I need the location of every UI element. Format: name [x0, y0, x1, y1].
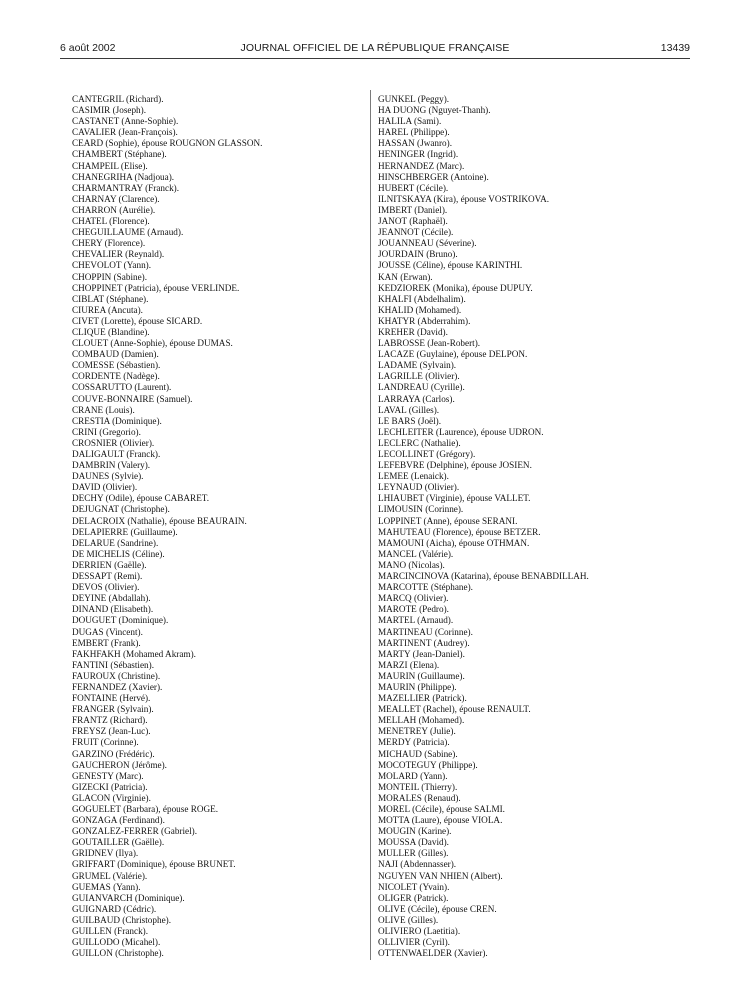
name-entry: DAVID (Olivier).: [72, 482, 138, 493]
name-entry: GRIFFART (Dominique), épouse BRUNET.: [72, 859, 236, 870]
name-entry: MARTINENT (Audrey).: [378, 637, 470, 648]
name-entry: CLIQUE (Blandine).: [72, 326, 150, 337]
page-header: [60, 40, 690, 56]
name-entry: CIVET (Lorette), épouse SICARD.: [72, 315, 203, 326]
name-entry: GRUMEL (Valérie).: [72, 870, 148, 881]
name-entry: DEJUGNAT (Christophe).: [72, 504, 170, 515]
name-entry: HERNANDEZ (Marc).: [378, 160, 465, 171]
name-entry: FRANGER (Sylvain).: [72, 704, 154, 715]
name-entry: KHATYR (Abderrahim).: [378, 315, 471, 326]
name-entry: CASTANET (Anne-Sophie).: [72, 116, 179, 127]
right-name-column: [378, 94, 589, 959]
name-entry: GUILLODO (Micahel).: [72, 937, 161, 948]
name-entry: MARCOTTE (Stéphane).: [378, 582, 473, 593]
name-entry: CHANEGRIHA (Nadjoua).: [72, 171, 175, 182]
name-entry: KAN (Erwan).: [378, 271, 433, 282]
name-entry: DECHY (Odile), épouse CABARET.: [72, 493, 210, 504]
name-entry: EMBERT (Frank).: [72, 637, 141, 648]
name-entry: GONZAGA (Ferdinand).: [72, 815, 165, 826]
name-entry: DINAND (Elisabeth).: [72, 604, 154, 615]
name-entry: JOUANNEAU (Séverine).: [378, 238, 477, 249]
name-entry: DELAPIERRE (Guillaume).: [72, 526, 178, 537]
name-entry: GUILBAUD (Christophe).: [72, 914, 172, 925]
header-journal-title: JOURNAL OFFICIEL DE LA RÉPUBLIQUE FRANÇAISE: [240, 42, 510, 54]
name-entry: CHARMANTRAY (Franck).: [72, 182, 180, 193]
name-entry: GONZALEZ-FERRER (Gabriel).: [72, 826, 198, 837]
name-entry: MOUSSA (David).: [378, 837, 449, 848]
name-entry: CHEGUILLAUME (Arnaud).: [72, 227, 184, 238]
name-entry: OLIVIERO (Laetitia).: [378, 926, 461, 937]
name-entry: DOUGUET (Dominique).: [72, 615, 169, 626]
name-entry: LHIAUBET (Virginie), épouse VALLET.: [378, 493, 531, 504]
name-entry: HENINGER (Ingrid).: [378, 149, 459, 160]
name-entry: MARTY (Jean-Daniel).: [378, 648, 465, 659]
name-entry: MANCEL (Valérie).: [378, 548, 454, 559]
name-entry: OLIVE (Cécile), épouse CREN.: [378, 903, 497, 914]
name-entry: JANOT (Raphaël).: [378, 216, 448, 227]
column-divider: [370, 90, 371, 960]
name-entry: LACAZE (Guylaine), épouse DELPON.: [378, 349, 528, 360]
name-entry: LECHLEITER (Laurence), épouse UDRON.: [378, 426, 544, 437]
name-entry: MANO (Nicolas).: [378, 559, 445, 570]
name-entry: DELARUE (Sandrine).: [72, 537, 159, 548]
name-entry: MOCOTEGUY (Philippe).: [378, 759, 478, 770]
name-entry: COSSARUTTO (Laurent).: [72, 382, 172, 393]
header-page-number: 13439: [660, 42, 690, 54]
name-entry: GUILLON (Christophe).: [72, 948, 164, 959]
name-entry: MEALLET (Rachel), épouse RENAULT.: [378, 704, 531, 715]
name-entry: FRANTZ (Richard).: [72, 715, 148, 726]
name-entry: CHEVOLOT (Yann).: [72, 260, 152, 271]
name-entry: NAJI (Abdennasser).: [378, 859, 457, 870]
name-entry: LIMOUSIN (Corinne).: [378, 504, 464, 515]
name-entry: LAGRILLE (Olivier).: [378, 371, 460, 382]
name-entry: DAUNES (Sylvie).: [72, 471, 144, 482]
header-rule: [60, 58, 690, 59]
name-entry: ILNITSKAYA (Kira), épouse VOSTRIKOVA.: [378, 193, 550, 204]
name-entry: CHAMPEIL (Elise).: [72, 160, 148, 171]
name-entry: MAURIN (Philippe).: [378, 681, 457, 692]
name-entry: NICOLET (Yvain).: [378, 881, 450, 892]
name-entry: CIUREA (Ancuta).: [72, 304, 143, 315]
name-entry: FAKHFAKH (Mohamed Akram).: [72, 648, 196, 659]
name-entry: KHALID (Mohamed).: [378, 304, 462, 315]
name-entry: LECLERC (Nathalie).: [378, 437, 461, 448]
name-entry: KREHER (David).: [378, 326, 448, 337]
name-entry: GIZECKI (Patricia).: [72, 781, 148, 792]
name-entry: HAREL (Philippe).: [378, 127, 450, 138]
name-entry: KHALFI (Abdelhalim).: [378, 293, 466, 304]
name-entry: HUBERT (Cécile).: [378, 182, 449, 193]
name-entry: MOUGIN (Karine).: [378, 826, 452, 837]
name-entry: JOUSSE (Céline), épouse KARINTHI.: [378, 260, 523, 271]
name-entry: GAUCHERON (Jérôme).: [72, 759, 167, 770]
name-entry: CORDENTE (Nadège).: [72, 371, 160, 382]
name-entry: IMBERT (Daniel).: [378, 204, 448, 215]
name-entry: GOGUELET (Barbara), épouse ROGE.: [72, 804, 219, 814]
name-entry: MARCINCINOVA (Katarina), épouse BENABDILLAH.: [378, 571, 589, 582]
name-entry: HA DUONG (Nguyet-Thanh).: [378, 105, 491, 116]
name-entry: LADAME (Sylvain).: [378, 360, 457, 371]
name-entry: MICHAUD (Sabine).: [378, 748, 458, 759]
name-entry: MELLAH (Mohamed).: [378, 715, 465, 726]
name-entry: JEANNOT (Cécile).: [378, 227, 454, 238]
name-entry: COMESSE (Sébastien).: [72, 360, 161, 371]
name-entry: DAMBRIN (Valery).: [72, 460, 151, 471]
name-entry: MAZELLIER (Patrick).: [378, 693, 467, 704]
name-entry: GUEMAS (Yann).: [72, 881, 141, 892]
name-entry: CHATEL (Florence).: [72, 216, 150, 227]
name-entry: CLOUET (Anne-Sophie), épouse DUMAS.: [72, 338, 233, 349]
name-entry: HALILA (Sami).: [378, 116, 442, 127]
name-entry: LANDREAU (Cyrille).: [378, 382, 465, 393]
name-entry: CAVALIER (Jean-François).: [72, 127, 178, 138]
name-entry: GARZINO (Frédéric).: [72, 748, 155, 759]
name-entry: COUVE-BONNAIRE (Samuel).: [72, 393, 193, 404]
name-entry: LOPPINET (Anne), épouse SERANI.: [378, 515, 518, 526]
name-entry: GOUTAILLER (Gaëlle).: [72, 837, 165, 848]
name-entry: GUNKEL (Peggy).: [378, 94, 450, 104]
name-entry: DESSAPT (Remi).: [72, 571, 143, 582]
name-entry: LECOLLINET (Grégory).: [378, 449, 476, 459]
name-entry: CASIMIR (Joseph).: [72, 105, 147, 116]
name-entry: OLIVE (Gilles).: [378, 914, 439, 925]
name-entry: OLIGER (Patrick).: [378, 892, 449, 903]
name-entry: CHOPPINET (Patricia), épouse VERLINDE.: [72, 282, 240, 293]
name-entry: CEARD (Sophie), épouse ROUGNON GLASSON.: [72, 138, 263, 149]
name-entry: LEFEBVRE (Delphine), épouse JOSIEN.: [378, 460, 532, 471]
name-entry: CIBLAT (Stéphane).: [72, 293, 149, 304]
name-entry: DALIGAULT (Franck).: [72, 449, 161, 459]
name-entry: MOREL (Cécile), épouse SALMI.: [378, 804, 505, 814]
name-entry: MAHUTEAU (Florence), épouse BETZER.: [378, 526, 541, 537]
name-entry: FAUROUX (Christine).: [72, 670, 161, 681]
name-entry: GUIGNARD (Cédric).: [72, 903, 157, 914]
name-entry: GRIDNEV (Ilya).: [72, 848, 139, 859]
name-entry: CHAMBERT (Stéphane).: [72, 149, 167, 160]
name-entry: DELACROIX (Nathalie), épouse BEAURAIN.: [72, 515, 247, 526]
name-entry: OLLIVIER (Cyril).: [378, 937, 450, 948]
name-entry: MOLARD (Yann).: [378, 770, 448, 781]
name-entry: GLACON (Virginie).: [72, 792, 151, 803]
name-entry: LARRAYA (Carlos).: [378, 393, 455, 404]
name-entry: FANTINI (Sébastien).: [72, 659, 154, 670]
name-entry: CHARNAY (Clarence).: [72, 193, 160, 204]
name-entry: JOURDAIN (Bruno).: [378, 249, 458, 260]
name-entry: COMBAUD (Damien).: [72, 349, 159, 360]
name-entry: GUILLEN (Franck).: [72, 926, 149, 937]
name-entry: HINSCHBERGER (Antoine).: [378, 171, 489, 182]
name-entry: CROSNIER (Olivier).: [72, 437, 155, 448]
name-entry: FRUIT (Corinne).: [72, 737, 139, 748]
name-entry: NGUYEN VAN NHIEN (Albert).: [378, 870, 503, 881]
name-entry: DERRIEN (Gaëlle).: [72, 559, 147, 570]
name-entry: LABROSSE (Jean-Robert).: [378, 338, 481, 349]
name-entry: MARTEL (Arnaud).: [378, 615, 454, 626]
name-entry: MARCQ (Olivier).: [378, 593, 449, 604]
name-entry: DEVOS (Olivier).: [72, 582, 140, 593]
name-entry: GENESTY (Marc).: [72, 770, 144, 781]
name-entry: CHEVALIER (Reynald).: [72, 249, 165, 260]
name-entry: OTTENWAELDER (Xavier).: [378, 948, 488, 959]
name-entry: MAURIN (Guillaume).: [378, 670, 465, 681]
name-entry: CHARRON (Aurélie).: [72, 204, 156, 215]
name-entry: CRANE (Louis).: [72, 404, 135, 415]
name-entry: MARZI (Elena).: [378, 659, 440, 670]
name-entry: HASSAN (Jwanro).: [378, 138, 453, 149]
name-entry: LEMEE (Lenaick).: [378, 471, 449, 482]
name-entry: MENETREY (Julie).: [378, 726, 456, 737]
name-entry: CHOPPIN (Sabine).: [72, 271, 148, 282]
name-entry: CANTEGRIL (Richard).: [72, 94, 164, 104]
left-name-column: [72, 94, 262, 959]
name-entry: MULLER (Gilles).: [378, 848, 449, 859]
name-entry: DUGAS (Vincent).: [72, 626, 143, 637]
name-entry: KEDZIOREK (Monika), épouse DUPUY.: [378, 282, 533, 293]
name-entry: GUIANVARCH (Dominique).: [72, 892, 185, 903]
name-entry: FREYSZ (Jean-Luc).: [72, 726, 151, 737]
name-entry: LAVAL (Gilles).: [378, 404, 440, 415]
name-entry: MARTINEAU (Corinne).: [378, 626, 473, 637]
name-entry: LE BARS (Joël).: [378, 415, 442, 426]
name-entry: MERDY (Patricia).: [378, 737, 450, 748]
header-date: 6 août 2002: [60, 42, 116, 54]
name-entry: MONTEIL (Thierry).: [378, 781, 458, 792]
name-entry: MOTTA (Laure), épouse VIOLA.: [378, 815, 503, 826]
name-entry: MORALES (Renaud).: [378, 792, 461, 803]
name-entry: FERNANDEZ (Xavier).: [72, 681, 163, 692]
name-entry: DEYINE (Abdallah).: [72, 593, 151, 604]
name-entry: CRINI (Gregorio).: [72, 426, 141, 437]
name-entry: LEYNAUD (Olivier).: [378, 482, 460, 493]
name-entry: MAROTE (Pedro).: [378, 604, 449, 615]
name-entry: FONTAINE (Hervé).: [72, 693, 151, 704]
name-entry: DE MICHELIS (Céline).: [72, 548, 165, 559]
name-entry: CRESTIA (Dominique).: [72, 415, 162, 426]
name-entry: MAMOUNI (Aicha), épouse OTHMAN.: [378, 537, 530, 548]
name-entry: CHERY (Florence).: [72, 238, 146, 249]
